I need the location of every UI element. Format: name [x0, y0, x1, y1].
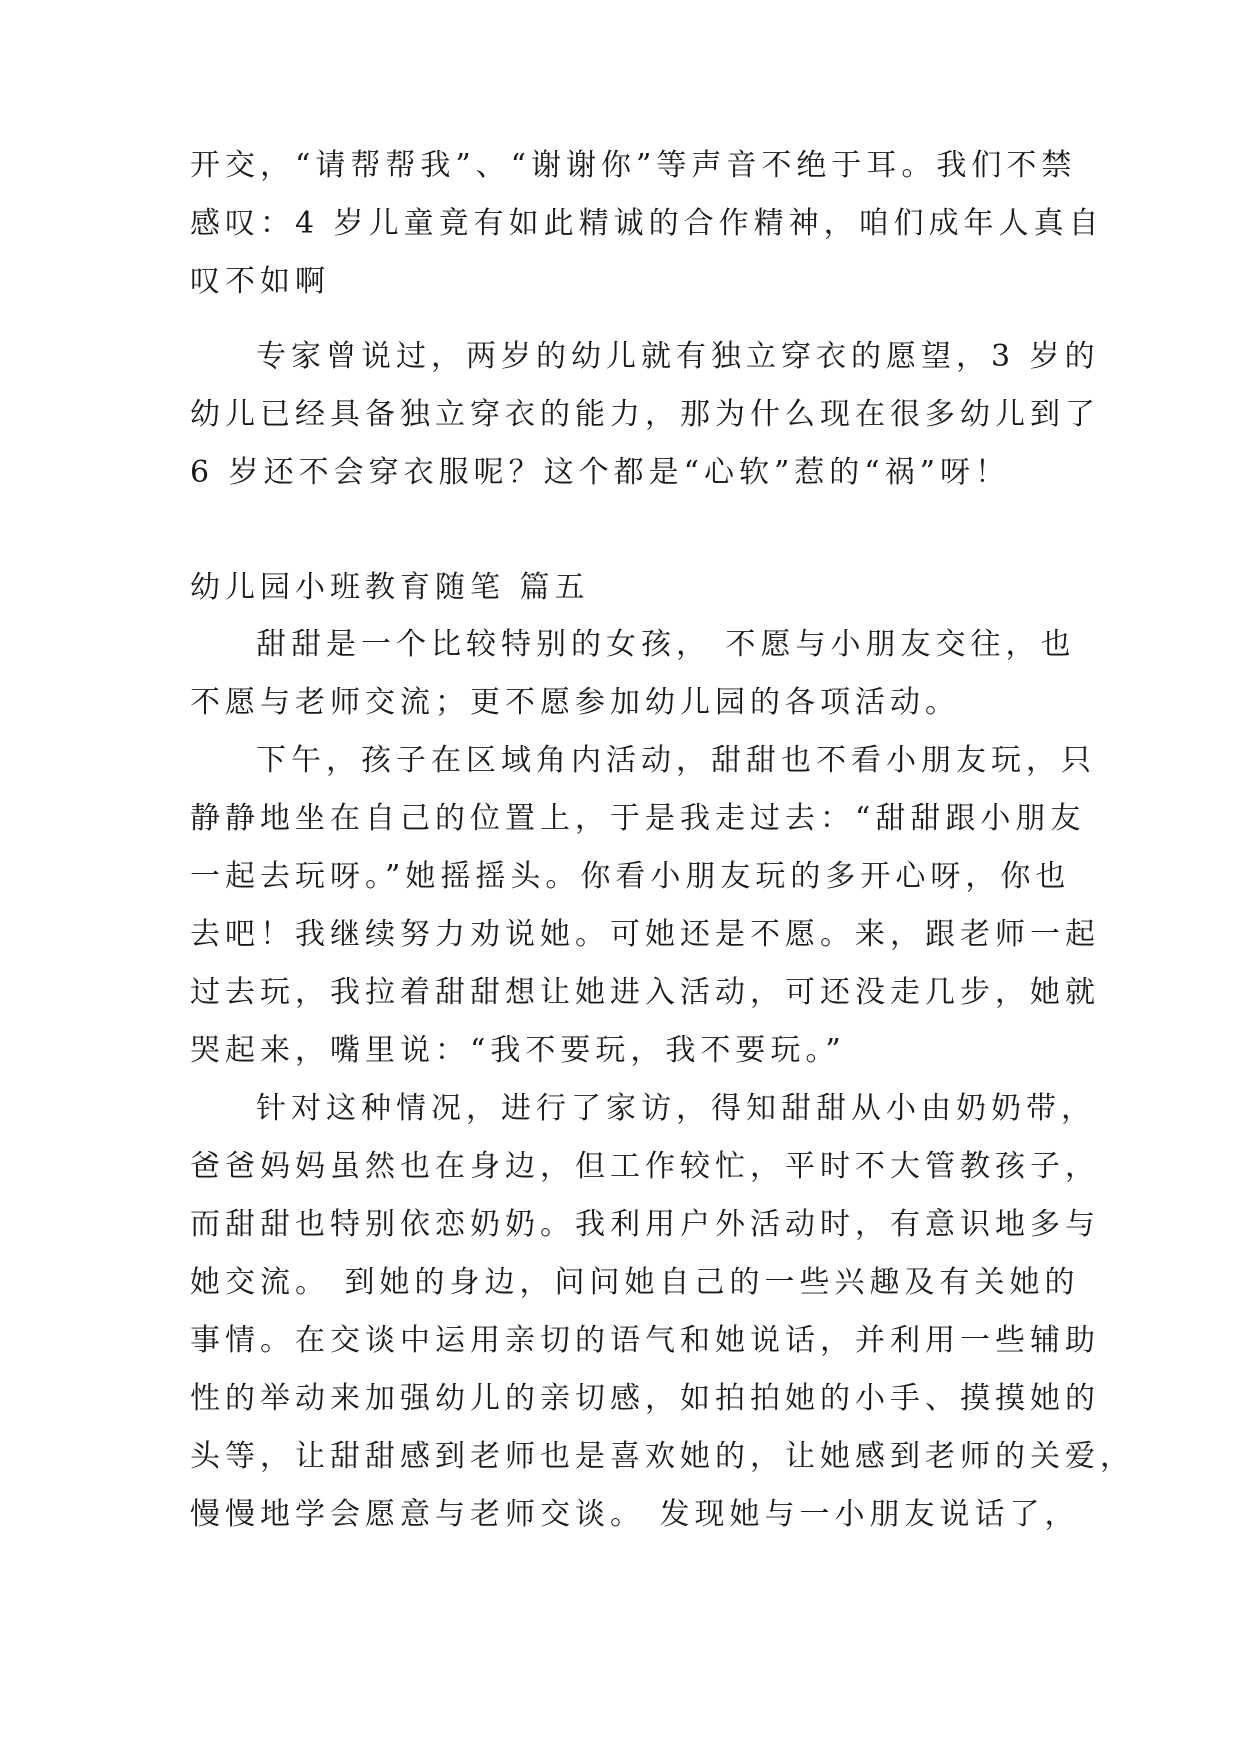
text-line: 甜甜是一个比较特别的女孩， 不愿与小朋友交往，也 [256, 627, 1076, 662]
text-line: 感叹：4 岁儿童竟有如此精诚的合作精神，咱们成年人真自 [190, 206, 1104, 241]
text-line: 静静地坐在自己的位置上，于是我走过去：“甜甜跟小朋友 [190, 801, 1086, 836]
text-line: 性的举动来加强幼儿的亲切感，如拍拍她的小手、摸摸她的 [190, 1381, 1100, 1416]
text-line: 去吧！我继续努力劝说她。可她还是不愿。来，跟老师一起 [190, 917, 1100, 952]
text-line: 专家曾说过，两岁的幼儿就有独立穿衣的愿望，3 岁的 [256, 339, 1100, 374]
text-line: 下午，孩子在区域角内活动，甜甜也不看小朋友玩，只 [256, 743, 1096, 778]
text-line: 哭起来，嘴里说：“我不要玩，我不要玩。” [190, 1033, 846, 1068]
text-line: 开交，“请帮帮我”、“谢谢你”等声音不绝于耳。我们不禁 [190, 148, 1077, 183]
text-line: 而甜甜也特别依恋奶奶。我利用户外活动时，有意识地多与 [190, 1207, 1100, 1242]
text-line: 幼儿已经具备独立穿衣的能力，那为什么现在很多幼儿到了 [190, 397, 1100, 432]
text-line: 过去玩，我拉着甜甜想让她进入活动，可还没走几步，她就 [190, 975, 1100, 1010]
text-line: 慢慢地学会愿意与老师交谈。 发现她与一小朋友说话了， [190, 1497, 1080, 1532]
section-heading: 幼儿园小班教育随笔 篇五 [190, 570, 590, 605]
text-line: 不愿与老师交流；更不愿参加幼儿园的各项活动。 [190, 685, 960, 720]
text-line: 针对这种情况，进行了家访，得知甜甜从小由奶奶带， [256, 1091, 1096, 1126]
text-line: 一起去玩呀。”她摇摇头。你看小朋友玩的多开心呀，你也 [190, 859, 1071, 894]
text-line: 她交流。 到她的身边，问问她自己的一些兴趣及有关她的 [190, 1265, 1080, 1300]
text-line: 爸爸妈妈虽然也在身边，但工作较忙，平时不大管教孩子， [190, 1149, 1100, 1184]
text-line: 事情。在交谈中运用亲切的语气和她说话，并利用一些辅助 [190, 1323, 1100, 1358]
text-line: 头等，让甜甜感到老师也是喜欢她的，让她感到老师的关爱， [190, 1439, 1135, 1474]
text-line: 叹不如啊 [190, 264, 330, 299]
text-line: 6 岁还不会穿衣服呢？这个都是“心软”惹的“祸”呀！ [190, 455, 1010, 490]
